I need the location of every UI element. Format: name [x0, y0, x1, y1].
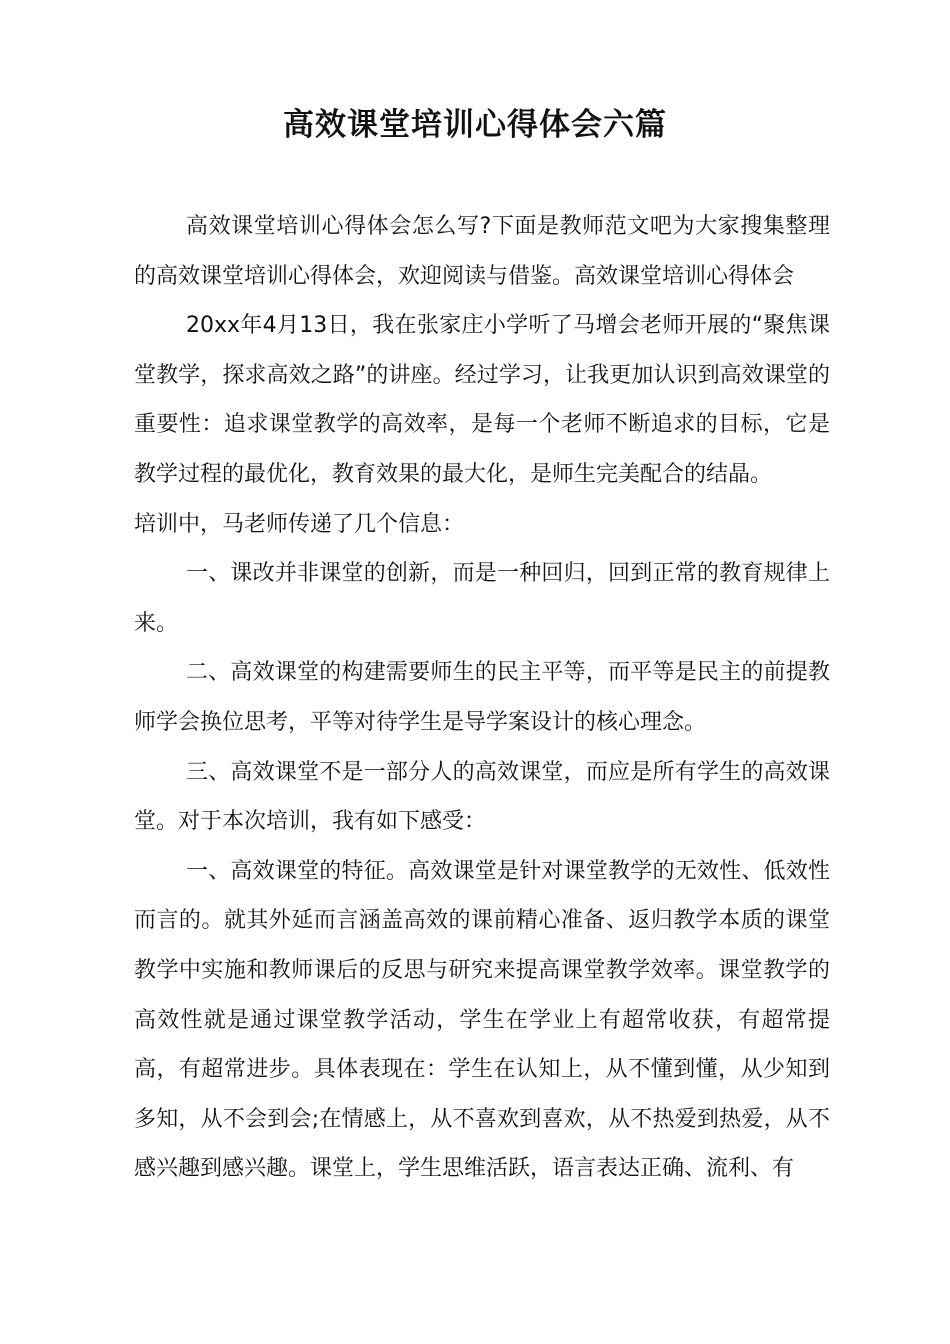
point-one-paragraph: 一、课改并非课堂的创新，而是一种回归，回到正常的教育规律上来。 — [134, 561, 830, 636]
lecture-paragraph: 20xx年4月13日，我在张家庄小学听了马增会老师开展的“聚焦课堂教学，探求高效之路”的讲座。经过学习，让我更加认识到高效课堂的重要性：追求课堂教学的高效率，是每一个老师不断追求的目标，它是教学过程的最优化，教育效果的最大化，是师生完美配合的结晶。 — [134, 313, 830, 487]
training-info-paragraph: 培训中，马老师传递了几个信息： — [134, 511, 465, 537]
point-three-paragraph: 三、高效课堂不是一部分人的高效课堂，而应是所有学生的高效课堂。对于本次培训，我有如下感受： — [134, 759, 830, 835]
point-two-paragraph: 二、高效课堂的构建需要师生的民主平等，而平等是民主的前提教师学会换位思考，平等对待学生是导学案设计的核心理念。 — [134, 660, 830, 735]
document-body — [134, 202, 830, 1194]
document-title: 高效课堂培训心得体会六篇 — [283, 107, 667, 143]
intro-paragraph: 高效课堂培训心得体会怎么写?下面是教师范文吧为大家搜集整理的高效课堂培训心得体会，欢迎阅读与借鉴。高效课堂培训心得体会 — [134, 214, 830, 289]
feeling-one-paragraph: 一、高效课堂的特征。高效课堂是针对课堂教学的无效性、低效性而言的。就其外延而言涵盖高效的课前精心准备、返归教学本质的课堂教学中实施和教师课后的反思与研究来提高课堂教学效率。课堂教学的高效性就是通过课堂教学活动，学生在学业上有超常收获，有超常提高，有超常进步。具体表现在：学生在认知上，从不懂到懂，从少知到多知，从不会到会;在情感上，从不喜欢到喜欢，从不热爱到热爱，从不感兴趣到感兴趣。课堂上，学生思维活跃，语言表达正确、流利、有 — [134, 858, 830, 1182]
